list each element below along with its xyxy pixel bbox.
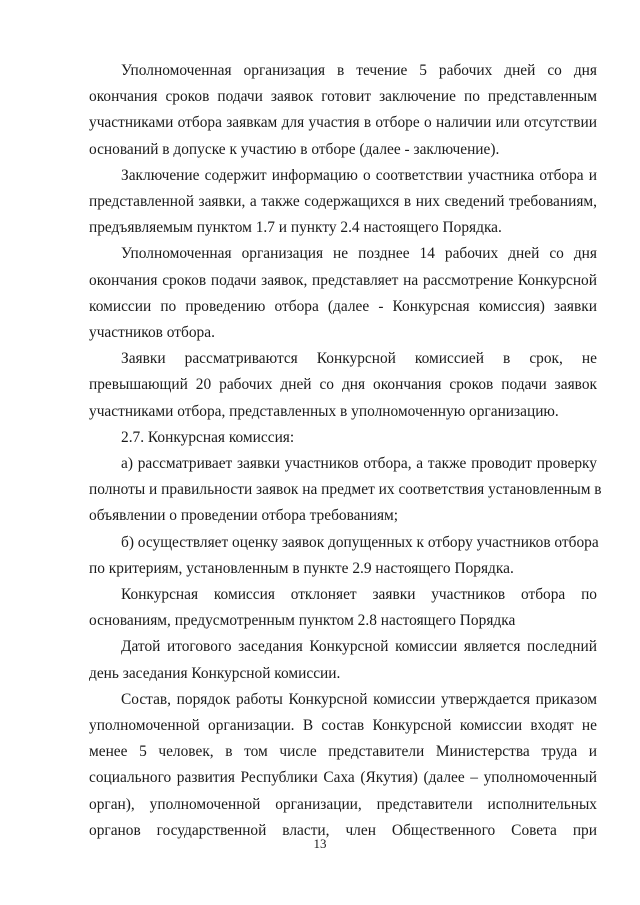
text-line: предъявляемым пунктом 1.7 и пункту 2.4 настоящего Порядка. xyxy=(89,219,502,237)
text-line: полноты и правильности заявок на предмет их соответствия установленным в xyxy=(89,481,602,499)
text-line: а) рассматривает заявки участников отбора, а также проводит проверку xyxy=(121,455,597,473)
paragraph xyxy=(89,425,597,451)
text-line: день заседания Конкурсной комиссии. xyxy=(89,664,341,682)
text-line: Датой итогового заседания Конкурсной комиссии является последний xyxy=(121,638,597,656)
text-line: превышающий 20 рабочих дней со дня окончания сроков подачи заявок xyxy=(89,376,597,394)
text-line: по критериям, установленным в пункте 2.9 настоящего Порядка. xyxy=(89,559,514,577)
text-line: Состав, порядок работы Конкурсной комиссии утверждается приказом xyxy=(121,690,597,708)
text-line: участников отбора. xyxy=(89,324,215,342)
text-line: Конкурсная комиссия отклоняет заявки участников отбора по xyxy=(121,586,597,604)
text-line: Заключение содержит информацию о соответствии участника отбора и xyxy=(121,166,597,184)
text-line: Заявки рассматриваются Конкурсной комиссией в срок, не xyxy=(121,350,597,368)
text-line: менее 5 человек, в том числе представители Министерства труда и xyxy=(89,743,597,761)
text-line: уполномоченной организации. В состав Конкурсной комиссии входят не xyxy=(89,717,597,735)
text-line: Уполномоченная организация в течение 5 рабочих дней со дня xyxy=(121,62,597,79)
text-line: Уполномоченная организация не позднее 14 рабочих дней со дня xyxy=(121,245,597,263)
page-number: 13 xyxy=(313,836,327,851)
paragraph xyxy=(89,346,597,425)
paragraph xyxy=(89,582,597,634)
text-line: 2.7. Конкурсная комиссия: xyxy=(121,428,295,446)
text-line: представленной заявки, а также содержащихся в них сведений требованиям, xyxy=(89,193,597,211)
text-line: б) осуществляет оценку заявок допущенных к отбору участников отбора xyxy=(121,533,599,551)
text-line: объявлении о проведении отбора требованиям; xyxy=(89,507,399,525)
paragraph xyxy=(89,451,602,530)
text-line: участниками отбора заявкам для участия в отборе о наличии или отсутствии xyxy=(89,114,597,132)
paragraph xyxy=(89,163,597,242)
paragraph xyxy=(89,634,597,686)
text-line: участниками отбора, представленных в уполномоченную организацию. xyxy=(89,402,559,420)
document-body xyxy=(89,58,602,844)
paragraph xyxy=(89,687,597,844)
paragraph xyxy=(89,241,597,346)
text-line: социального развития Республики Саха (Якутия) (далее – уполномоченный xyxy=(89,769,597,787)
paragraph xyxy=(89,58,597,163)
paragraph xyxy=(89,530,597,582)
text-line: окончания сроков подачи заявок готовит заключение по представленным xyxy=(89,88,597,106)
text-line: окончания сроков подачи заявок, представляет на рассмотрение Конкурсной xyxy=(89,271,597,289)
text-line: орган), уполномоченной организации, представители исполнительных xyxy=(89,795,597,813)
text-line: основаниям, предусмотренным пунктом 2.8 настоящего Порядка xyxy=(89,612,516,630)
text-line: оснований в допуске к участию в отборе (далее - заключение). xyxy=(89,140,500,158)
text-line: комиссии по проведению отбора (далее - Конкурсная комиссия) заявки xyxy=(89,297,597,315)
text-line: органов государственной власти, член Общественного Совета при xyxy=(89,821,597,839)
